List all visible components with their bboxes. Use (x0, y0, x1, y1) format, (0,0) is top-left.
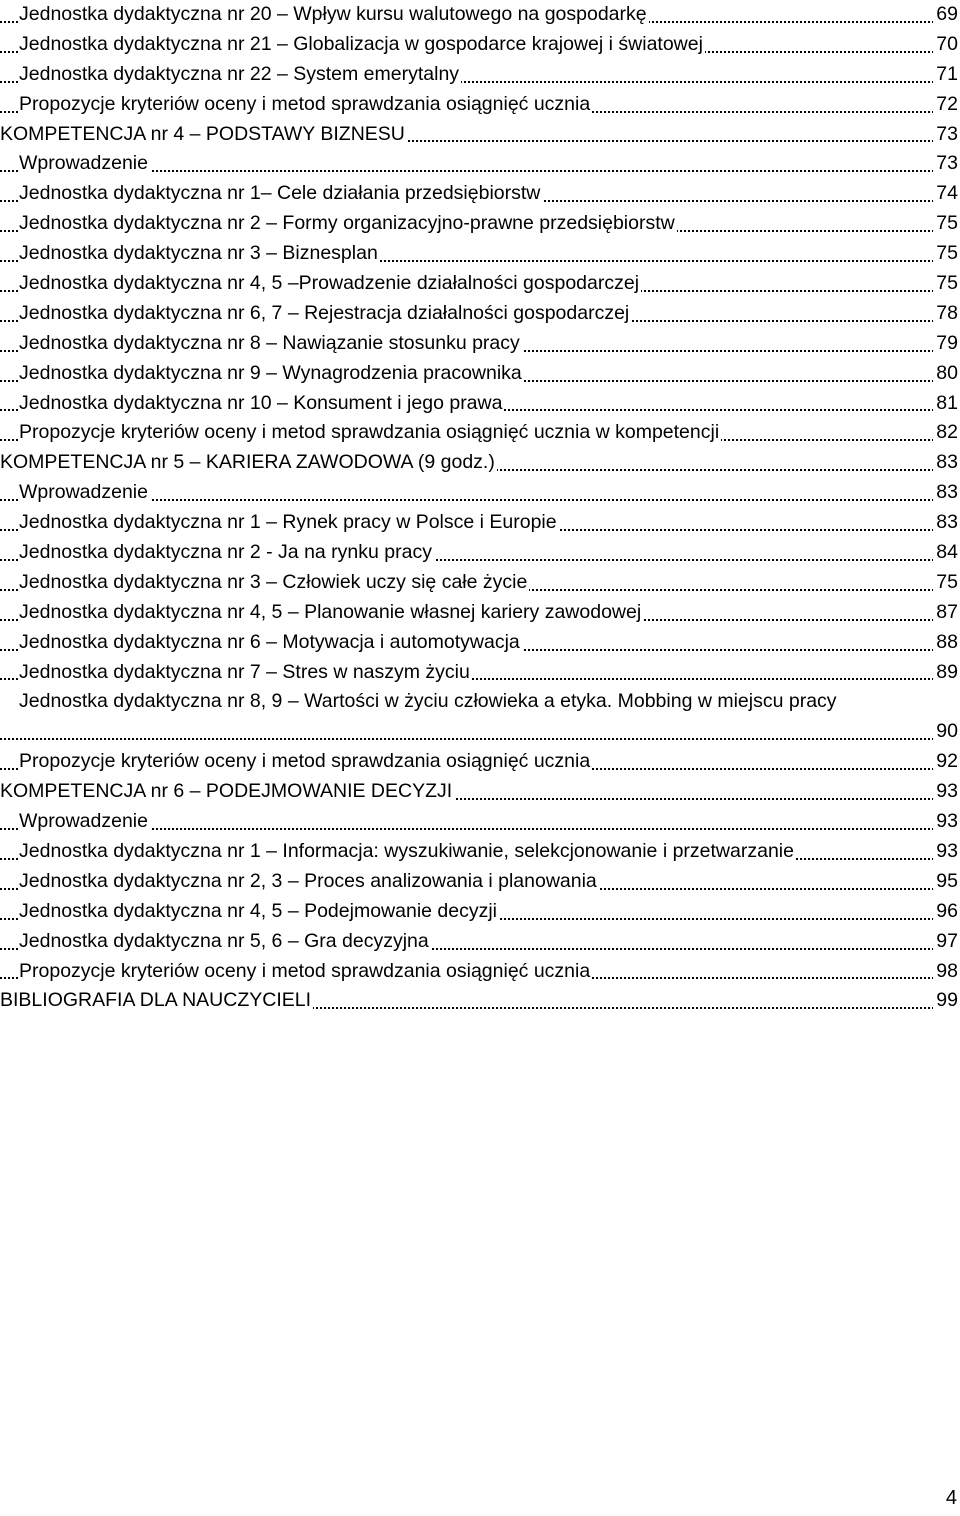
toc-entry-page: 83 (933, 508, 958, 538)
toc-entry-title: Jednostka dydaktyczna nr 3 – Człowiek uczy się całe życie (19, 570, 528, 593)
toc-entry-title: BIBLIOGRAFIA DLA NAUCZYCIELI (0, 989, 312, 1012)
toc-entry-title: Propozycje kryteriów oceny i metod sprawdzania osiągnięć ucznia (19, 959, 591, 982)
toc-entry-page: 89 (933, 658, 958, 688)
toc-entry[interactable] (0, 389, 958, 419)
toc-entry-page: 84 (933, 538, 958, 568)
toc-entry-page: 72 (933, 90, 958, 120)
toc-entry[interactable] (0, 568, 958, 598)
toc-entry-page: 87 (933, 598, 958, 628)
toc-entry[interactable] (0, 329, 958, 359)
toc-entry-page: 83 (933, 448, 958, 478)
toc-entry-title: KOMPETENCJA nr 6 – PODEJMOWANIE DECYZJI (0, 780, 453, 803)
toc-entry-page: 95 (933, 867, 958, 897)
toc-entry-title: Jednostka dydaktyczna nr 10 – Konsument i jego prawa (19, 391, 503, 414)
toc-entry-title: Jednostka dydaktyczna nr 1 – Rynek pracy w Polsce i Europie (19, 511, 557, 534)
toc-entry-page: 92 (933, 747, 958, 777)
toc-entry-title: Jednostka dydaktyczna nr 3 – Biznesplan (19, 242, 378, 265)
toc-entry-title: Propozycje kryteriów oceny i metod sprawdzania osiągnięć ucznia (19, 92, 591, 115)
toc-entry-page: 75 (933, 239, 958, 269)
toc-entry[interactable] (0, 478, 958, 508)
toc-entry-title: KOMPETENCJA nr 4 – PODSTAWY BIZNESU (0, 122, 405, 145)
toc-chapter-entry[interactable] (0, 448, 958, 478)
toc-entry[interactable] (0, 538, 958, 568)
toc-entry-continuation[interactable] (0, 717, 958, 747)
toc-entry[interactable] (0, 598, 958, 628)
toc-entry-page: 83 (933, 478, 958, 508)
toc-entry[interactable] (0, 957, 958, 987)
toc-entry-title: Wprowadzenie (19, 152, 148, 175)
toc-entry-title: Jednostka dydaktyczna nr 1 – Informacja: wyszukiwanie, selekcjonowanie i przetwarzanie (19, 839, 794, 862)
toc-entry-title: Jednostka dydaktyczna nr 1– Cele działania przedsiębiorstw (19, 182, 541, 205)
toc-entry[interactable] (0, 628, 958, 658)
toc-entry-title: Jednostka dydaktyczna nr 2 - Ja na rynku pracy (19, 541, 432, 564)
toc-entry[interactable] (0, 837, 958, 867)
toc-entry-title: Jednostka dydaktyczna nr 2 – Formy organizacyjno-prawne przedsiębiorstw (19, 212, 675, 235)
toc-entry-title: Wprowadzenie (19, 481, 148, 504)
toc-entry-page: 80 (933, 359, 958, 389)
toc-chapter-entry[interactable] (0, 120, 958, 150)
toc-entry-page: 75 (933, 568, 958, 598)
toc-entry-page: 97 (933, 927, 958, 957)
toc-entry-title: Wprowadzenie (19, 810, 148, 833)
toc-entry-page: 69 (933, 0, 958, 30)
toc-entry-page: 79 (933, 329, 958, 359)
toc-entry[interactable] (0, 508, 958, 538)
toc-entry-title: KOMPETENCJA nr 5 – KARIERA ZAWODOWA (9 godz.) (0, 451, 495, 474)
toc-entry[interactable] (0, 179, 958, 209)
toc-entry-page: 75 (933, 209, 958, 239)
toc-entry-title: Jednostka dydaktyczna nr 6, 7 – Rejestracja działalności gospodarczej (19, 301, 630, 324)
toc-entry[interactable] (0, 418, 958, 448)
dot-leader (0, 738, 958, 740)
toc-entry-title: Jednostka dydaktyczna nr 4, 5 – Podejmowanie decyzji (19, 899, 498, 922)
toc-entry[interactable] (0, 269, 958, 299)
toc-chapter-entry[interactable] (0, 777, 958, 807)
toc-entry[interactable] (0, 687, 958, 717)
toc-entry[interactable] (0, 747, 958, 777)
toc-entry-title: Jednostka dydaktyczna nr 20 – Wpływ kursu walutowego na gospodarkę (19, 3, 647, 25)
toc-chapter-entry[interactable] (0, 986, 958, 1016)
toc-entry[interactable] (0, 867, 958, 897)
toc-entry-title: Jednostka dydaktyczna nr 9 – Wynagrodzenia pracownika (19, 361, 522, 384)
toc-entry-title: Jednostka dydaktyczna nr 5, 6 – Gra decyzyjna (19, 929, 429, 952)
toc-entry-page: 98 (933, 957, 958, 987)
toc-entry-title: Jednostka dydaktyczna nr 6 – Motywacja i automotywacja (19, 630, 520, 653)
toc-entry[interactable] (0, 209, 958, 239)
toc-entry-page: 96 (933, 897, 958, 927)
toc-entry-title: Jednostka dydaktyczna nr 7 – Stres w naszym życiu (19, 660, 470, 683)
toc-entry-page: 82 (933, 418, 958, 448)
toc-entry-title: Jednostka dydaktyczna nr 8 – Nawiązanie stosunku pracy (19, 331, 520, 354)
toc-entry-page: 74 (933, 179, 958, 209)
toc-entry-page: 71 (933, 60, 958, 90)
toc-entry[interactable] (0, 807, 958, 837)
toc-entry-page: 88 (933, 628, 958, 658)
toc-entry-title: Jednostka dydaktyczna nr 21 – Globalizacja w gospodarce krajowej i światowej (19, 32, 703, 55)
toc-entry-page: 99 (933, 986, 958, 1016)
toc-entry-page: 73 (933, 120, 958, 150)
toc-entry[interactable] (0, 149, 958, 179)
toc-entry-page: 73 (933, 149, 958, 179)
toc-entry-title: Jednostka dydaktyczna nr 2, 3 – Proces analizowania i planowania (19, 869, 597, 892)
toc-entry-page: 90 (933, 717, 958, 747)
toc-entry[interactable] (0, 927, 958, 957)
toc-entry-page: 93 (933, 837, 958, 867)
toc-entry[interactable] (0, 299, 958, 329)
toc-entry-page: 70 (933, 30, 958, 60)
toc-entry[interactable] (0, 30, 958, 60)
toc-entry-page: 75 (933, 269, 958, 299)
toc-entry-page: 81 (933, 389, 958, 419)
toc-entry[interactable] (0, 60, 958, 90)
page-number: 4 (945, 1487, 957, 1509)
toc-entry[interactable] (0, 897, 958, 927)
toc-entry-title: Propozycje kryteriów oceny i metod sprawdzania osiągnięć ucznia (19, 750, 591, 773)
toc-entry-page: 93 (933, 807, 958, 837)
toc-entry[interactable] (0, 90, 958, 120)
toc-entry[interactable] (0, 0, 958, 30)
toc-entry-page: 78 (933, 299, 958, 329)
toc-entry[interactable] (0, 658, 958, 688)
toc-entry[interactable] (0, 239, 958, 269)
toc-entry-title: Propozycje kryteriów oceny i metod sprawdzania osiągnięć ucznia w kompetencji (19, 421, 720, 444)
toc-entry-title: Jednostka dydaktyczna nr 4, 5 –Prowadzenie działalności gospodarczej (19, 272, 640, 295)
toc-entry-title: Jednostka dydaktyczna nr 4, 5 – Planowanie własnej kariery zawodowej (19, 600, 642, 623)
toc-entry[interactable] (0, 359, 958, 389)
toc-entry-title: Jednostka dydaktyczna nr 22 – System emerytalny (19, 62, 460, 85)
toc-entry-title: Jednostka dydaktyczna nr 8, 9 – Wartości w życiu człowieka a etyka. Mobbing w miejscu pracy (19, 690, 837, 713)
toc-entry-page: 93 (933, 777, 958, 807)
